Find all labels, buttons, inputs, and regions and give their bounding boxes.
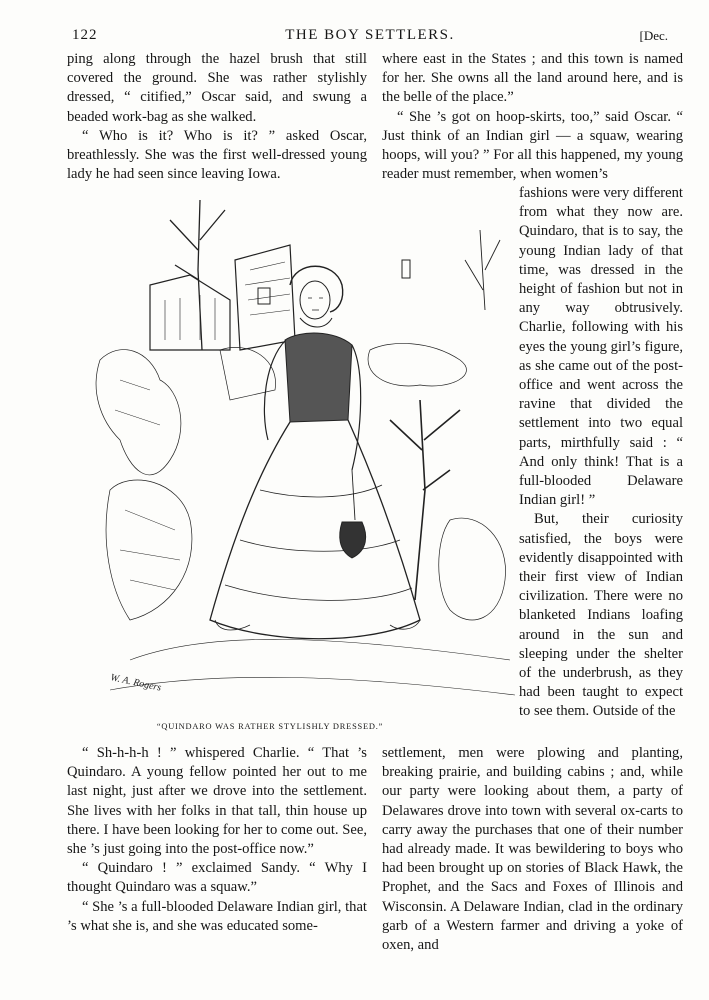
artist-signature: W. A. Rogers bbox=[109, 672, 163, 694]
illustration bbox=[90, 190, 520, 715]
paragraph: settlement, men were plowing and planting, breaking prairie, and building cabins ; and, while our party were looking about them, a party of Delawares drove into town with several ox-carts to carry away the purchases that one of their number had already made. It was bewildering to boys who had been brought up on stories of Black Hawk, the Prophet, and the Sacs and Foxes of Illinois and Wisconsin. A Delaware Indian, clad in the ordinary garb of a Western farmer and driving a yoke of oxen, and bbox=[382, 745, 683, 954]
paragraph: But, their curiosity satisfied, the boys were evidently disappointed with their first view of Indian civilization. There were no blanketed Indians loafing around in the sun and sleeping under the shelter of the underbrush, as they had been taught to expect to see them. Outside of the bbox=[519, 511, 683, 720]
running-header bbox=[72, 27, 668, 49]
left-column-bottom bbox=[67, 744, 367, 936]
paragraph: “ Sh-h-h-h ! ” whispered Charlie. “ That ’s Quindaro. A young fellow pointed her out to me last night, just after we drove into the settlement. She lives with her folks in that tall, thin house up there. I have been looking for her to come out. See, she ’s just going into the post-office now.” bbox=[67, 745, 367, 858]
paragraph: “ Who is it? Who is it? ” asked Oscar, breathlessly. She was the first well-dressed young lady he had seen since leaving Iowa. bbox=[67, 127, 367, 183]
woman-figure-illustration bbox=[210, 266, 420, 639]
house-illustration bbox=[150, 245, 410, 350]
paragraph: where east in the States ; and this town is named for her. She owns all the land around here, and is the belle of the place.” bbox=[382, 51, 683, 106]
right-column-top bbox=[382, 50, 683, 184]
running-title: THE BOY SETTLERS. bbox=[285, 27, 455, 43]
right-column-bottom bbox=[382, 744, 683, 955]
figure-caption: “QUINDARO WAS RATHER STYLISHLY DRESSED.” bbox=[156, 722, 384, 731]
paragraph: “ She ’s a full-blooded Delaware Indian girl, that ’s what she is, and she was educated some- bbox=[67, 898, 367, 934]
issue-month: [Dec. bbox=[639, 28, 668, 43]
paragraph: “ Quindaro ! ” exclaimed Sandy. “ Why I thought Quindaro was a squaw.” bbox=[67, 860, 367, 896]
page-number: 122 bbox=[72, 27, 98, 43]
paragraph: ping along through the hazel brush that still covered the ground. She was rather stylishly dressed, “ citified,” Oscar said, and swung a beaded work-bag as she walked. bbox=[67, 51, 367, 125]
left-column-top bbox=[67, 50, 367, 184]
paragraph: fashions were very different from what they now are. Quindaro, that is to say, the young Indian lady of that time, was dressed in the height of fashion but not in any way obtrusively. Charlie, following with his eyes the young girl’s figure, as she came out of the post-office and went across the ravine that divided the settlement into two equal parts, mirthfully said : “ And only think! That is a full-blooded Delaware Indian girl! ” bbox=[519, 185, 683, 509]
illustration-drawing bbox=[90, 190, 520, 715]
paragraph: “ She ’s got on hoop-skirts, too,” said Oscar. “ Just think of an Indian girl — a squaw, wearing hoops, will you? ” For all this happened, my young reader must remember, when women’s bbox=[382, 108, 683, 183]
right-column-wrap bbox=[519, 184, 683, 722]
